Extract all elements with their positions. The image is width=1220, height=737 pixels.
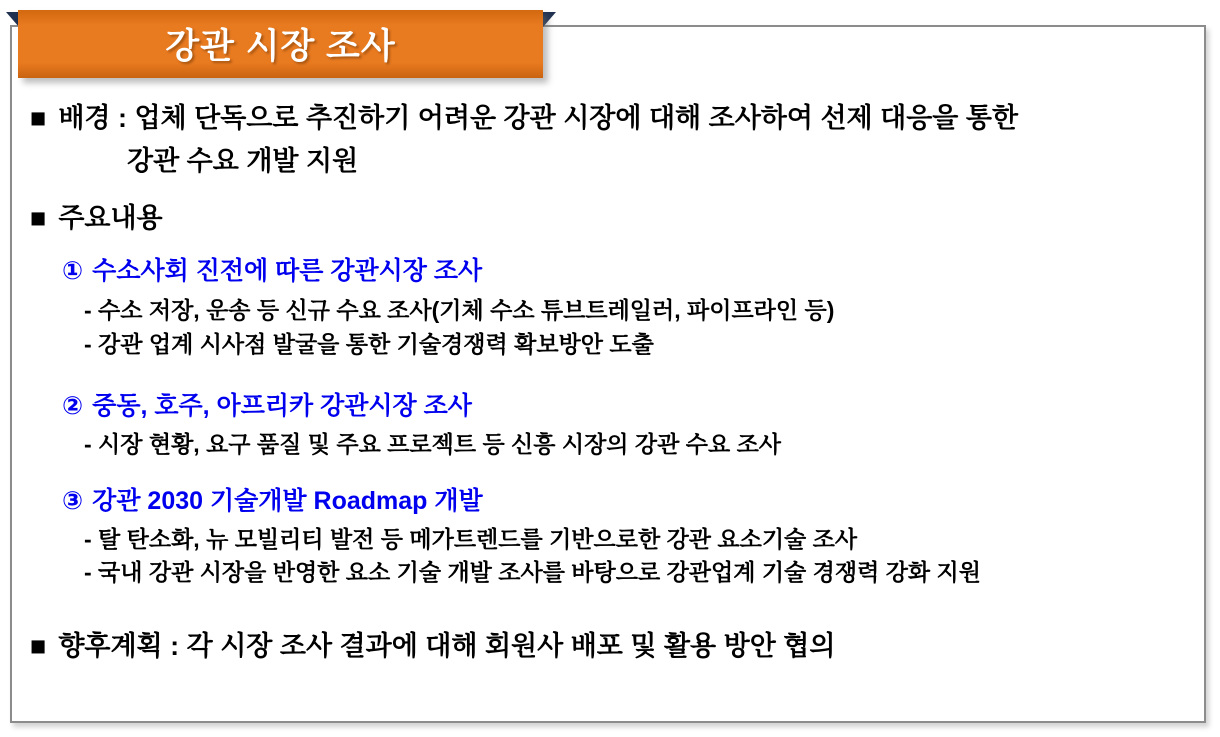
main-section-heading (30, 202, 163, 236)
background-continuation-text: 강관 수요 개발 지원 (127, 146, 359, 176)
detail-text: - 수소 저장, 운송 등 신규 수요 조사(기체 수소 튜브트레일러, 파이프라인 등) (84, 297, 835, 323)
background-section-line1 (30, 102, 1018, 136)
item-1-detail-2 (84, 330, 654, 359)
detail-text: - 시장 현황, 요구 품질 및 주요 프로젝트 등 신흥 시장의 강관 수요 조사 (84, 431, 782, 457)
detail-text: - 강관 업계 시사점 발굴을 통한 기술경쟁력 확보방안 도출 (84, 331, 654, 357)
item-1-detail-1 (84, 296, 834, 325)
item-1-title-text: 수소사회 진전에 따른 강관시장 조사 (92, 257, 483, 285)
title-banner (18, 10, 543, 78)
square-bullet-icon: ■ (30, 103, 47, 133)
future-plan-section (30, 630, 835, 664)
square-bullet-icon: ■ (30, 203, 47, 233)
ribbon-fold-right-icon (543, 12, 556, 27)
future-plan-text: 향후계획 : 각 시장 조사 결과에 대해 회원사 배포 및 활용 방안 협의 (58, 631, 836, 661)
detail-text: - 탈 탄소화, 뉴 모빌리티 발전 등 메가트렌드를 기반으로한 강관 요소기술 조사 (84, 526, 858, 552)
background-section-line2 (127, 145, 358, 179)
circled-3-icon: ③ (62, 487, 84, 515)
item-3-detail-1 (84, 525, 857, 554)
item-3-title (62, 486, 483, 517)
circled-1-icon: ① (62, 257, 84, 285)
item-2-title (62, 391, 472, 422)
item-2-title-text: 중동, 호주, 아프리카 강관시장 조사 (92, 392, 472, 420)
item-1-title (62, 256, 482, 287)
circled-2-icon: ② (62, 392, 84, 420)
detail-text: - 국내 강관 시장을 반영한 요소 기술 개발 조사를 바탕으로 강관업계 기술 경쟁력 강화 지원 (84, 559, 981, 585)
item-2-detail-1 (84, 430, 781, 459)
main-heading-text: 주요내용 (58, 203, 163, 233)
square-bullet-icon: ■ (30, 631, 47, 661)
item-3-detail-2 (84, 558, 981, 587)
slide-title: 강관 시장 조사 (165, 27, 396, 66)
background-text: 배경 : 업체 단독으로 추진하기 어려운 강관 시장에 대해 조사하여 선제 대응을 통한 (58, 103, 1019, 133)
item-3-title-text: 강관 2030 기술개발 Roadmap 개발 (92, 487, 483, 515)
